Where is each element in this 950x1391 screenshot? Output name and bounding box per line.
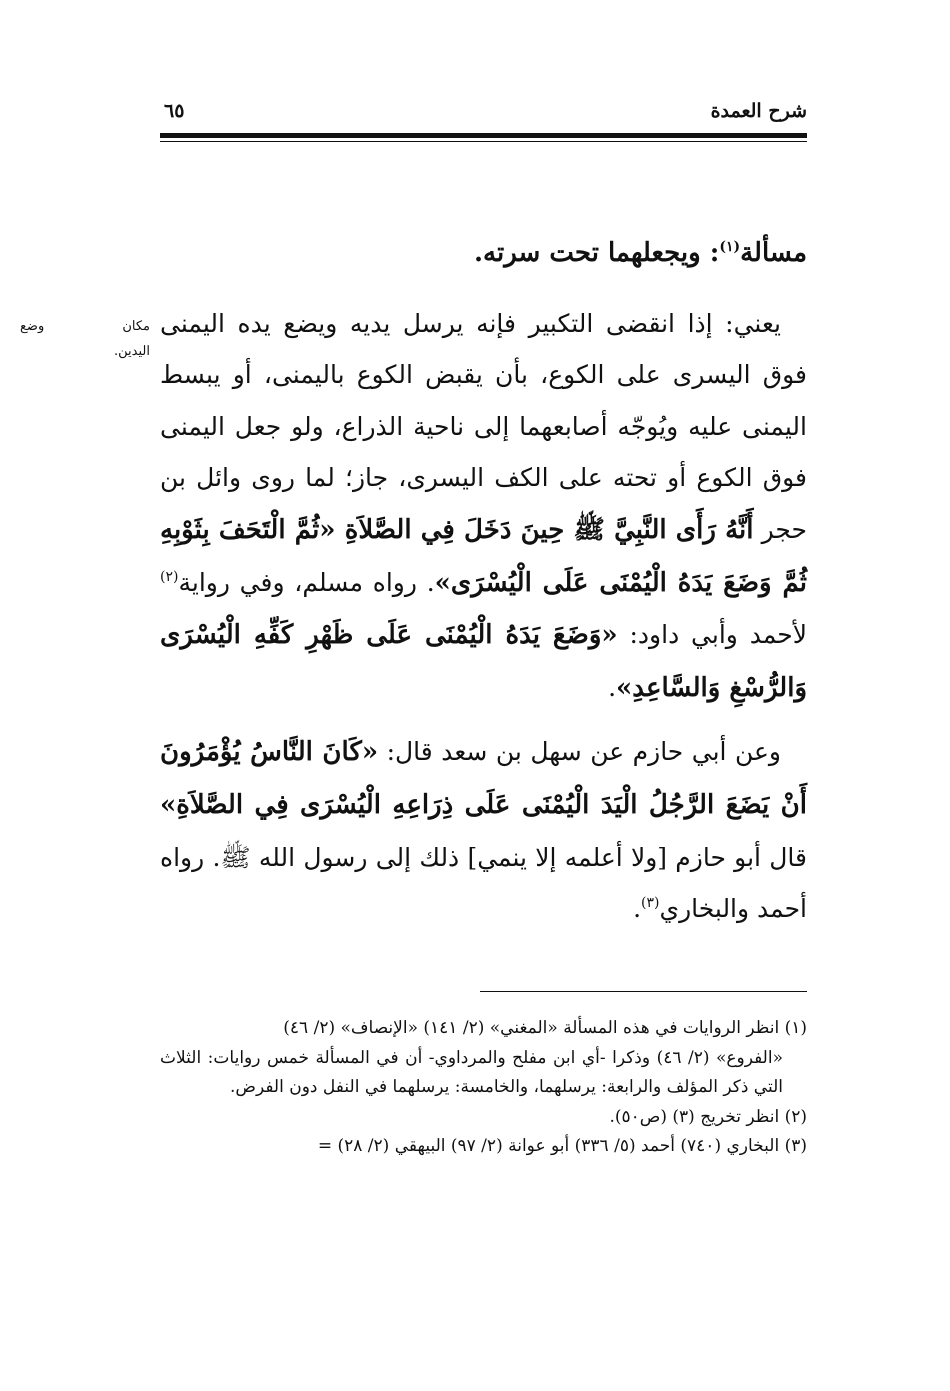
book-title: شرح العمدة xyxy=(710,100,807,122)
footnote-1-line1: (١) انظر الروايات في هذه المسألة «المغني» (٢/ ١٤١) «الإنصاف» (٢/ ٤٦) xyxy=(283,1018,807,1038)
footnotes xyxy=(160,1014,807,1162)
hadith-quote-3: «كَانَ النَّاسُ يُؤْمَرُونَ أَنْ يَضَعَ الرَّجُلُ الْيَدَ الْيُمْنَى عَلَى ذِرَاعِهِ الْيُسْرَى فِي الصَّلاَةِ» xyxy=(160,737,807,820)
footnote-separator xyxy=(480,991,807,992)
hadith-quote-1: أَنَّهُ رَأَى النَّبِيَّ ﷺ حِينَ دَخَلَ فِي الصَّلاَةِ «ثُمَّ الْتَحَفَ بِثَوْبِهِ ثُمَّ وَضَعَ يَدَهُ الْيُمْنَى عَلَى الْيُسْرَى» xyxy=(160,514,807,598)
hadith-quote-2: «وَضَعَ يَدَهُ الْيُمْنَى عَلَى ظَهْرِ كَفِّهِ الْيُسْرَى وَالرُّسْغِ وَالسَّاعِدِ» xyxy=(160,620,807,703)
footnote-ref-1: (١) xyxy=(719,239,741,255)
footnote-2: (٢) انظر تخريج (٣) (ص٥٠). xyxy=(609,1106,807,1127)
para2-text-a: وعن أبي حازم عن سهل بن سعد قال: xyxy=(386,737,781,767)
paragraph-2 xyxy=(160,726,807,934)
footnote-ref-3: (٣) xyxy=(641,895,660,912)
footnote-ref-2: (٢) xyxy=(160,568,179,585)
para2-text-b: قال أبو حازم [ولا أعلمه إلا ينمي] ذلك إلى رسول الله ﷺ. رواه أحمد والبخاري xyxy=(160,842,807,924)
para1-text-b: . رواه مسلم، وفي رواية xyxy=(178,567,435,597)
question-text: : ويجعلهما تحت سرته. xyxy=(473,238,720,268)
running-header xyxy=(160,100,807,146)
footnote-1-continuation: «الفروع» (٢/ ٤٦) وذكرا -أي ابن مفلح والمرداوي- أن في المسألة خمس روايات: الثلاث التي ذكر المؤلف والرابعة: يرسلهما، والخامسة: يرسلهما في النفل دون الفرض. xyxy=(160,1047,783,1097)
margin-note-line2: اليدين. xyxy=(114,344,150,359)
header-rule-thin xyxy=(160,141,807,142)
para1-text-c: لأحمد وأبي داود: xyxy=(629,620,808,650)
margin-note xyxy=(20,314,150,364)
page-number: ٦٥ xyxy=(164,100,185,122)
para1-text-d: . xyxy=(608,672,617,702)
margin-note-line1: مكان وضع xyxy=(20,319,150,334)
question-label: مسألة xyxy=(740,238,807,268)
question-heading xyxy=(160,228,807,280)
para1-text-a: يعني: إذا انقضى التكبير فإنه يرسل يديه ويضع يده اليمنى فوق اليسرى على الكوع، بأن يقبض الكوع باليمنى، أو يبسط اليمنى عليه ويُوجّه أصابعهما إلى ناحية الذراع، ولو جعل اليمنى فوق الكوع أو تحته على الكف اليسرى، جاز؛ لما روى وائل بن حجر xyxy=(160,308,807,544)
paragraph-1 xyxy=(160,298,807,715)
main-text xyxy=(160,228,807,935)
footnote-3: (٣) البخاري (٧٤٠) أحمد (٥/ ٣٣٦) أبو عوانة (٢/ ٩٧) البيهقي (٢/ ٢٨) = xyxy=(317,1136,807,1156)
para2-text-c: . xyxy=(633,894,642,924)
header-rule-thick xyxy=(160,133,807,138)
